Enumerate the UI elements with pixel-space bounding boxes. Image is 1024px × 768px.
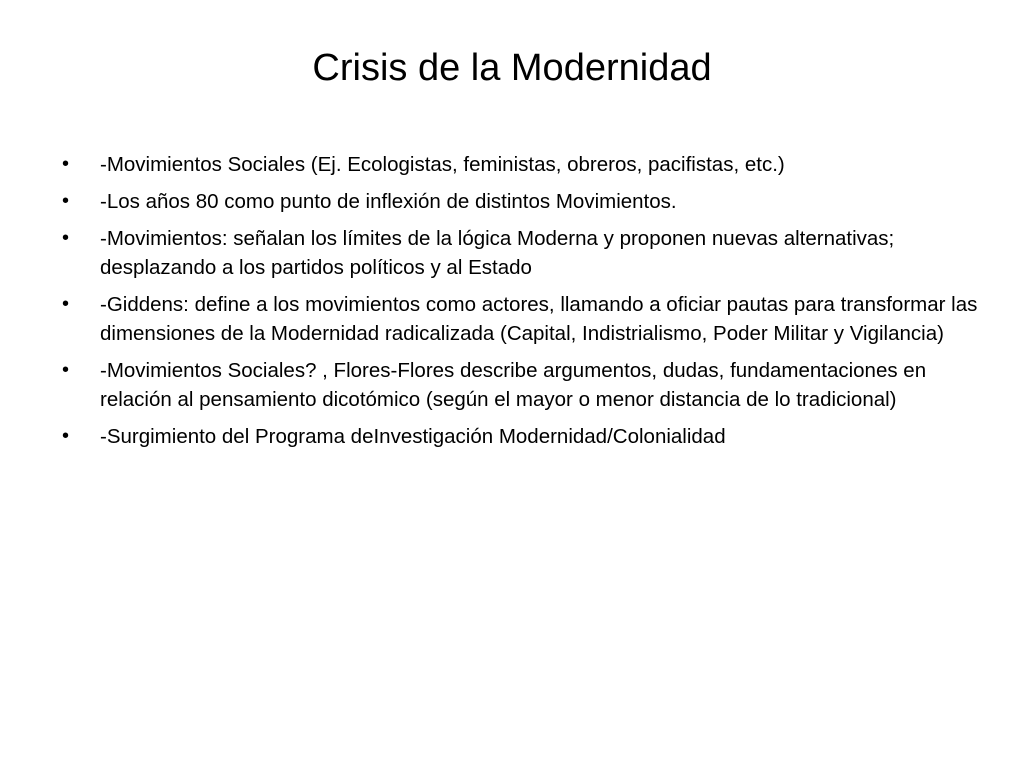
bullet-item <box>62 356 982 414</box>
bullet-icon: • <box>62 359 70 381</box>
bullet-text: -Movimientos: señalan los límites de la lógica Moderna y proponen nuevas alternativas; desplazando a los partidos políticos y al Estado <box>100 227 895 279</box>
bullet-icon: • <box>62 227 70 249</box>
bullet-text: -Giddens: define a los movimientos como actores, llamando a oficiar pautas para transformar las dimensiones de la Modernidad radicalizada (Capital, Indistrialismo, Poder Militar y Vigilancia) <box>100 293 978 345</box>
bullet-icon: • <box>62 190 70 212</box>
bullet-item <box>62 422 982 451</box>
bullet-list <box>62 150 982 459</box>
bullet-item <box>62 224 982 282</box>
bullet-item <box>62 290 982 348</box>
bullet-text: -Movimientos Sociales? , Flores-Flores describe argumentos, dudas, fundamentaciones en relación al pensamiento dicotómico (según el mayor o menor distancia de lo tradicional) <box>100 359 927 411</box>
bullet-text: -Los años 80 como punto de inflexión de distintos Movimientos. <box>100 190 677 213</box>
bullet-text: -Surgimiento del Programa deInvestigación Modernidad/Colonialidad <box>100 425 726 448</box>
bullet-icon: • <box>62 153 70 175</box>
bullet-icon: • <box>62 425 70 447</box>
bullet-icon: • <box>62 293 70 315</box>
bullet-item <box>62 187 982 216</box>
slide-title: Crisis de la Modernidad <box>312 47 712 89</box>
bullet-item <box>62 150 982 179</box>
bullet-text: -Movimientos Sociales (Ej. Ecologistas, feministas, obreros, pacifistas, etc.) <box>100 153 785 176</box>
